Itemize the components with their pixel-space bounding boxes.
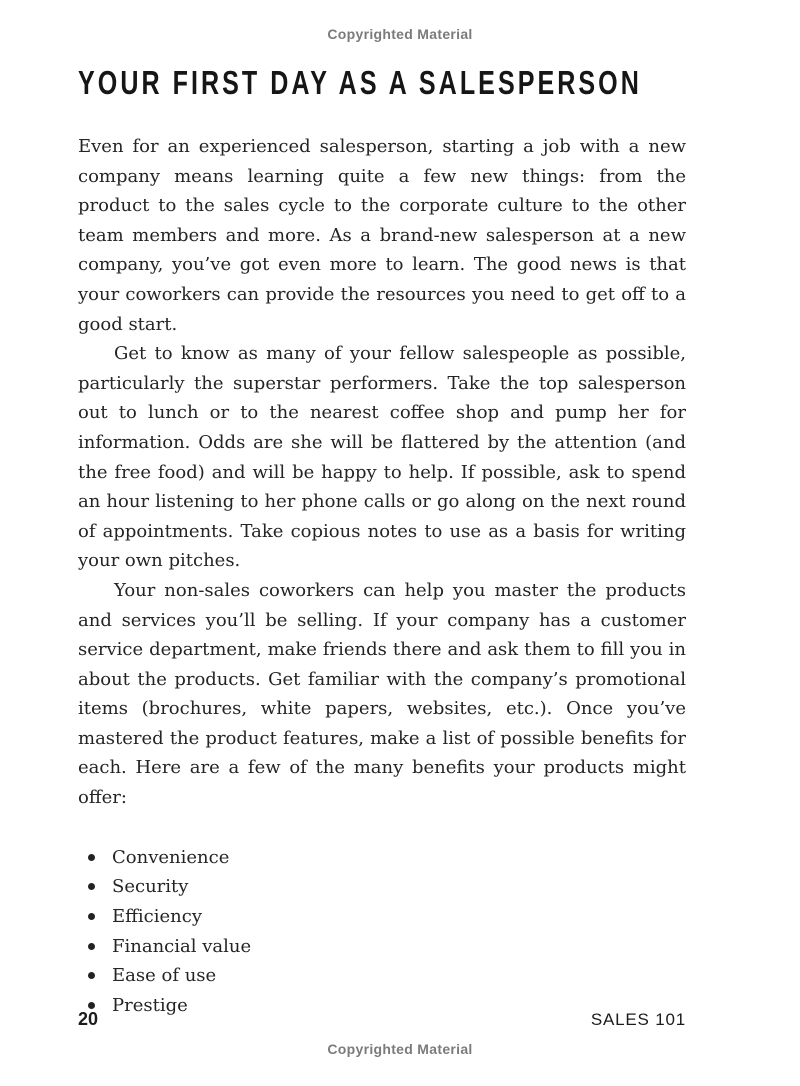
list-item-label: Prestige: [112, 995, 188, 1017]
list-item: [78, 932, 686, 962]
chapter-title: YOUR FIRST DAY AS A SALESPERSON: [78, 64, 642, 101]
copyright-notice-top: Copyrighted Material: [327, 26, 473, 42]
list-item-label: Efficiency: [112, 906, 203, 928]
list-item-label: Ease of use: [112, 965, 217, 987]
list-item: [78, 843, 686, 873]
bullet-icon: [88, 883, 95, 890]
list-item-label: Financial value: [112, 935, 252, 957]
copyright-notice-bottom: Copyrighted Material: [327, 1041, 473, 1057]
list-item-label: Convenience: [112, 846, 230, 868]
body-text: [78, 132, 686, 1021]
list-item-label: Security: [112, 876, 189, 898]
paragraph: Your non-sales coworkers can help you master the products and services you’ll be selling. If your company has a customer service department, make friends there and ask them to fill you in about the products. Get familiar with the company’s promotional items (brochures, white papers, websites, etc.). Once you’ve mastered the product features, make a list of possible benefits for each. Here are a few of the many benefits your products might offer:: [78, 579, 686, 809]
bullet-icon: [88, 913, 95, 920]
bullet-icon: [88, 972, 95, 979]
list-item: [78, 961, 686, 991]
list-item: [78, 902, 686, 932]
page-number: 20: [78, 1009, 99, 1029]
page-footer: [78, 1009, 686, 1030]
paragraph: Even for an experienced salesperson, starting a job with a new company means learning quite a few new things: from the product to the sales cycle to the corporate culture to the other team members and more. As a brand-new salesperson at a new company, you’ve got even more to learn. The good news is that your coworkers can provide the resources you need to get off to a good start.: [78, 136, 686, 335]
bullet-icon: [88, 943, 95, 950]
benefits-bullet-list: [78, 843, 686, 1021]
paragraph: Get to know as many of your fellow salespeople as possible, particularly the superstar performers. Take the top salesperson out to lunch or to the nearest coffee shop and pump her for information. Odds are she will be flattered by the attention (and the free food) and will be happy to help. If possible, ask to spend an hour listening to her phone calls or go along on the next round of appointments. Take copious notes to use as a basis for writing your own pitches.: [78, 343, 686, 572]
list-item: [78, 872, 686, 902]
running-head-book-title: SALES 101: [590, 1010, 686, 1029]
bullet-icon: [88, 854, 95, 861]
